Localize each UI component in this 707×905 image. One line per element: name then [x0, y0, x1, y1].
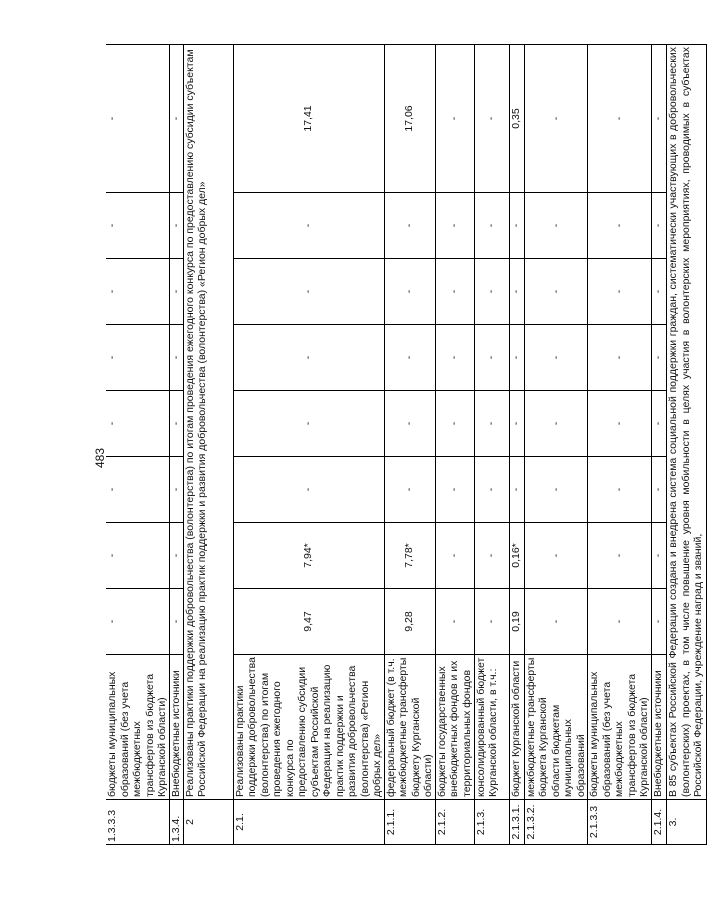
row-code: 2.1.4. — [652, 800, 667, 845]
value-cell: 17,41 — [233, 45, 384, 193]
value-cell: 0,35 — [509, 45, 524, 193]
value-cell: - — [233, 457, 384, 523]
value-cell: - — [588, 193, 652, 259]
value-cell: - — [233, 259, 384, 325]
value-cell: 7,94* — [233, 523, 384, 589]
value-cell: - — [106, 193, 169, 259]
value-cell: - — [384, 391, 435, 457]
value-cell: - — [384, 259, 435, 325]
section-title: Реализованы практики поддержки добровольчества (волонтерства) по итогам проведения ежегодного конкурса по предоставлению субсидии субъектам Российской Федерации на реализацию практик поддержки и развития добровольчества (волонтерства) «Регион добрых дел» — [183, 45, 233, 800]
value-cell: - — [524, 589, 588, 655]
row-code: 2.1. — [233, 800, 384, 845]
value-cell: - — [474, 45, 509, 193]
table-row — [509, 45, 524, 845]
row-name: Реализованы практики поддержки добровольчества (волонтерства) по итогам проведения ежегодного конкурса по предоставлению субсидии субъектам Российской Федерации на реализацию практик поддержки и развития добровольчества (волонтерства) «Регион добрых дел» — [233, 655, 384, 800]
page-number: 483 — [93, 447, 107, 469]
row-name: федеральный бюджет (в т.ч. межбюджетные трансферты бюджету Курганской области) — [384, 655, 435, 800]
value-cell: - — [435, 193, 474, 259]
value-cell: - — [169, 391, 183, 457]
value-cell: - — [524, 457, 588, 523]
value-cell: - — [384, 325, 435, 391]
value-cell: - — [106, 45, 169, 193]
value-cell: - — [435, 325, 474, 391]
value-cell: - — [524, 193, 588, 259]
value-cell: - — [435, 457, 474, 523]
value-cell: 0,19 — [509, 589, 524, 655]
row-code: 2.1.1. — [384, 800, 435, 845]
value-cell: - — [435, 45, 474, 193]
value-cell: - — [233, 193, 384, 259]
value-cell: - — [435, 589, 474, 655]
table-row — [588, 45, 652, 845]
value-cell: - — [509, 457, 524, 523]
value-cell: - — [233, 391, 384, 457]
value-cell: - — [588, 259, 652, 325]
value-cell: - — [169, 589, 183, 655]
table-row — [233, 45, 384, 845]
value-cell: 17,06 — [384, 45, 435, 193]
value-cell: - — [509, 193, 524, 259]
value-cell: - — [588, 589, 652, 655]
row-code: 1.3.3.3 — [106, 800, 169, 845]
value-cell: - — [435, 391, 474, 457]
value-cell: 7,78* — [384, 523, 435, 589]
value-cell: - — [509, 325, 524, 391]
row-name: бюджет Курганской области — [509, 655, 524, 800]
value-cell: - — [588, 457, 652, 523]
table-row — [106, 45, 169, 845]
value-cell: - — [588, 391, 652, 457]
rotated-page — [106, 45, 704, 845]
value-cell: - — [106, 391, 169, 457]
value-cell: - — [106, 259, 169, 325]
row-name: бюджеты государственных внебюджетных фондов и их территориальных фондов — [435, 655, 474, 800]
table-row — [169, 45, 183, 845]
value-cell: 9,47 — [233, 589, 384, 655]
row-code: 2.1.3.1. — [509, 800, 524, 845]
section-title: В 85 субъектах Российской Федерации создана и внедрена система социальной поддержки граждан, систематически участвующих в добровольческих (волонтерских) проектах, в том числе повышение уровня мобильности в целях участия в волонтерских мероприятиях, проводимых в субъектах Российской Федерации, учреждение наград и званий, — [667, 45, 707, 800]
value-cell: - — [233, 325, 384, 391]
row-code: 2.1.3.2. — [524, 800, 588, 845]
value-cell: - — [474, 325, 509, 391]
value-cell: - — [169, 457, 183, 523]
table-row — [435, 45, 474, 845]
value-cell: - — [509, 259, 524, 325]
value-cell: - — [524, 45, 588, 193]
value-cell: - — [652, 523, 667, 589]
value-cell: - — [588, 523, 652, 589]
value-cell: - — [169, 193, 183, 259]
value-cell: - — [106, 589, 169, 655]
value-cell: 9,28 — [384, 589, 435, 655]
value-cell: - — [169, 325, 183, 391]
value-cell: - — [106, 523, 169, 589]
value-cell: - — [524, 391, 588, 457]
value-cell: - — [435, 259, 474, 325]
row-code: 2.1.3. — [474, 800, 509, 845]
value-cell: - — [474, 391, 509, 457]
row-name: бюджеты муниципальных образований (без учета межбюджетных трансфертов из бюджета Курганской области) — [106, 655, 169, 800]
value-cell: - — [384, 193, 435, 259]
row-code: 3. — [667, 800, 707, 845]
value-cell: - — [652, 193, 667, 259]
value-cell: - — [474, 457, 509, 523]
value-cell: - — [106, 457, 169, 523]
value-cell: - — [509, 391, 524, 457]
value-cell: - — [652, 391, 667, 457]
budget-table — [106, 44, 707, 845]
table-row — [652, 45, 667, 845]
value-cell: - — [169, 45, 183, 193]
row-name: межбюджетные трансферты бюджета Курганской области бюджетам муниципальных образований — [524, 655, 588, 800]
value-cell: - — [652, 457, 667, 523]
row-code: 1.3.4. — [169, 800, 183, 845]
value-cell: - — [652, 325, 667, 391]
value-cell: 0,16* — [509, 523, 524, 589]
value-cell: - — [524, 523, 588, 589]
value-cell: - — [588, 45, 652, 193]
value-cell: - — [652, 589, 667, 655]
value-cell: - — [524, 325, 588, 391]
value-cell: - — [169, 523, 183, 589]
row-code: 2.1.2. — [435, 800, 474, 845]
table-row — [384, 45, 435, 845]
value-cell: - — [474, 589, 509, 655]
value-cell: - — [474, 259, 509, 325]
row-name: консолидированный бюджет Курганской области, в т.ч.: — [474, 655, 509, 800]
section-row — [183, 45, 233, 845]
row-code: 2 — [183, 800, 233, 845]
section-row — [667, 45, 707, 845]
value-cell: - — [106, 325, 169, 391]
row-name: Внебюджетные источники — [169, 655, 183, 800]
value-cell: - — [652, 45, 667, 193]
row-code: 2.1.3.3 — [588, 800, 652, 845]
value-cell: - — [474, 193, 509, 259]
table-row — [474, 45, 509, 845]
row-name: Внебюджетные источники — [652, 655, 667, 800]
value-cell: - — [384, 457, 435, 523]
value-cell: - — [169, 259, 183, 325]
value-cell: - — [588, 325, 652, 391]
row-name: бюджеты муниципальных образований (без учета межбюджетных трансфертов из бюджета Курганской области) — [588, 655, 652, 800]
value-cell: - — [524, 259, 588, 325]
value-cell: - — [435, 523, 474, 589]
value-cell: - — [652, 259, 667, 325]
table-row — [524, 45, 588, 845]
value-cell: - — [474, 523, 509, 589]
